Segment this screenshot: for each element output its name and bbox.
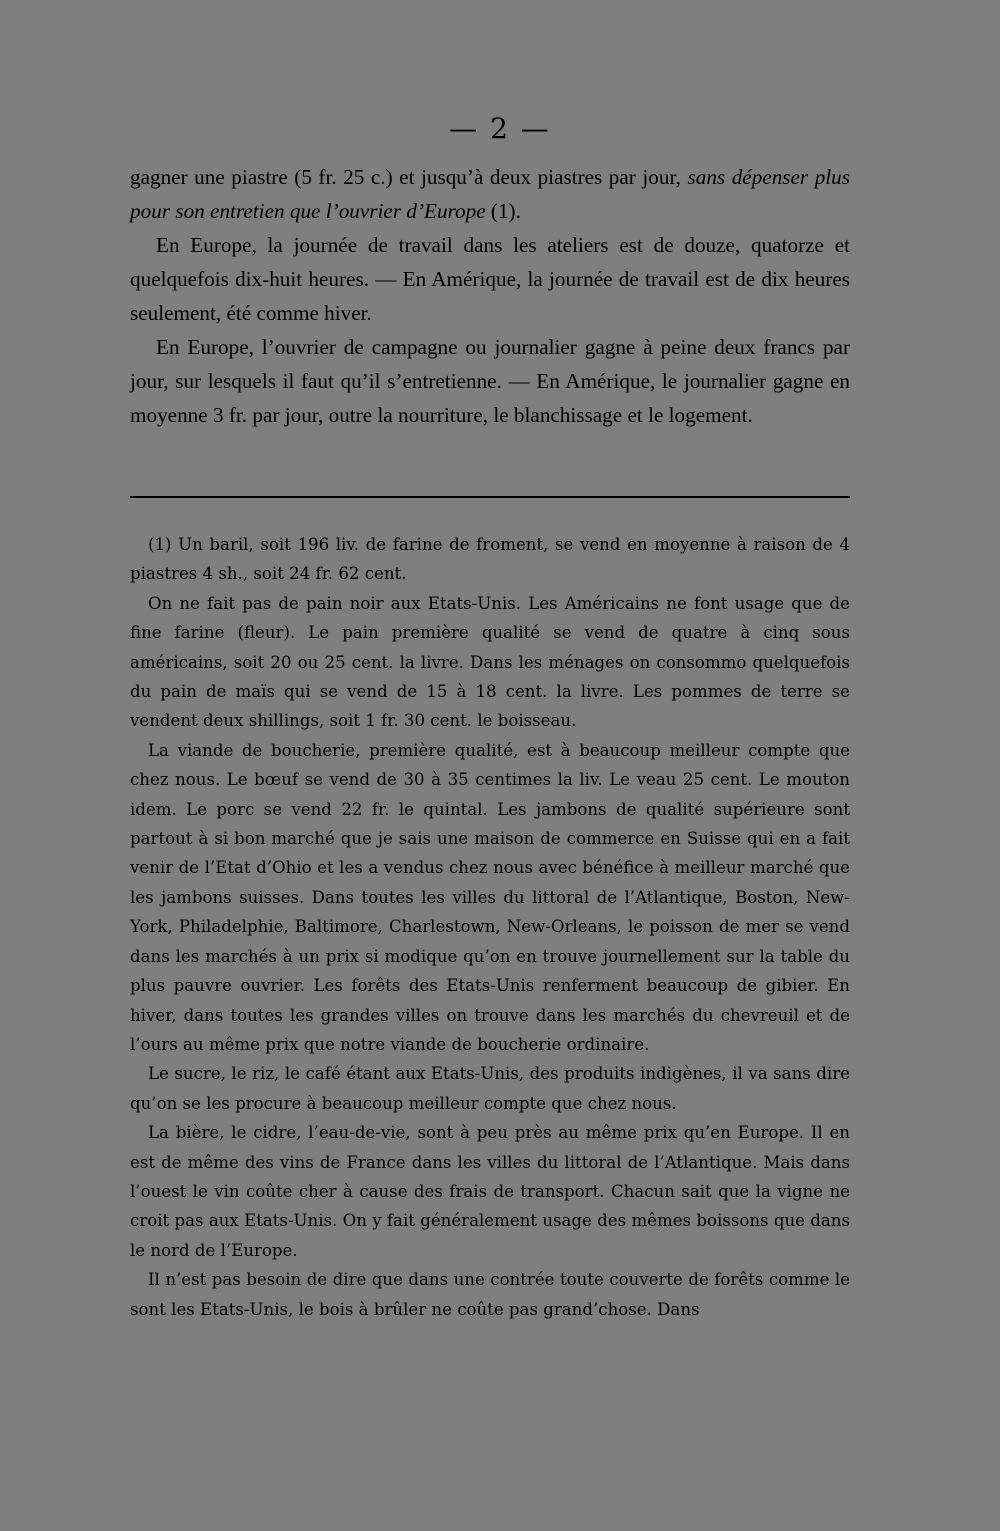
footnote-paragraph-drinks: La bière, le cidre, l’eau-de-vie, sont à peu près au même prix qu’en Europe. Il en est de même des vins de France dans les villes du littoral de l’Atlantique. Mais dans l’ouest le vin coûte cher à cause des frais de transport. Chacun sait que la vigne ne croit pas aux Etats-Unis. On y fait généralement usage des mêmes boissons que dans le nord de l’Europe. — [130, 1123, 850, 1260]
paragraph-1 — [130, 160, 850, 228]
footnote-paragraph-meat: La viande de boucherie, première qualité, est à beaucoup meilleur compte que chez nous. Le bœuf se vend de 30 à 35 centimes la liv. Le veau 25 cent. Le mouton idem. Le porc se vend 22 fr. le quintal. Les jambons de qualité supérieure sont partout à si bon marché que je sais une maison de commerce en Suisse qui en a fait venir de l’Etat d’Ohio et les a vendus chez nous avec bénéfice à meilleur marché que les jambons suisses. Dans toutes les villes du littoral de l’Atlantique, Boston, New-York, Philadelphie, Baltimore, Charlestown, New-Orleans, le poisson de mer se vend dans les marchés à un prix si modique qu’on en trouve journellement sur la table du plus pauvre ouvrier. Les forêts des Etats-Unis renferment beaucoup de gibier. En hiver, dans toutes les grandes villes on trouve dans les marchés du chevreuil et de l’ours au même prix que notre viande de boucherie ordinaire. — [130, 740, 850, 1054]
page-number: — 2 — — [449, 112, 551, 145]
paragraph-1-text: gagner une piastre (5 fr. 25 c.) et jusqu’à deux piastres par jour, — [130, 165, 681, 189]
footnote-1 — [130, 530, 850, 589]
footnote-paragraph-sugar: Le sucre, le riz, le café étant aux Etats-Unis, des produits indigènes, il va sans dire qu’on se les procure à beaucoup meilleur compte que chez nous. — [130, 1064, 850, 1113]
paragraph-2: En Europe, la journée de travail dans les ateliers est de douze, quatorze et quelquefois dix-huit heures. — En Amérique, la journée de travail est de dix heures seulement, été comme hiver. — [130, 233, 850, 325]
paragraph-3: En Europe, l’ouvrier de campagne ou journalier gagne à peine deux francs par jour, sur lesquels il faut qu’il s’entretienne. — En Amérique, le journalier gagne en moyenne 3 fr. par jour, outre la nourriture, le blanchissage et le logement. — [130, 335, 850, 427]
footnote-paragraph-bread: On ne fait pas de pain noir aux Etats-Unis. Les Américains ne font usage que de fine farine (fleur). Le pain première qualité se vend de quatre à cinq sous américains, soit 20 ou 25 cent. la livre. Dans les ménages on consommo quelquefois du pain de maïs qui se vend de 15 à 18 cent. la livre. Les pommes de terre se vendent deux shillings, soit 1 fr. 30 cent. le boisseau. — [130, 593, 850, 731]
footnote-reference: (1). — [490, 199, 521, 223]
footnote-divider — [130, 496, 850, 498]
footnote-paragraph-wood: Il n’est pas besoin de dire que dans une contrée toute couverte de forêts comme le sont les Etats-Unis, le bois à brûler ne coûte pas grand’chose. Dans — [130, 1270, 850, 1319]
footnotes — [130, 530, 850, 1324]
footnote-marker: (1) — [148, 535, 172, 554]
paragraph-1-italic: sans dépenser plus pour son entretien que l’ouvrier d’Europe — [130, 165, 851, 223]
footnote-1-text: Un baril, soit 196 liv. de farine de froment, se vend en moyenne à raison de 4 piastres 4 sh., soit 24 fr. 62 cent. — [130, 535, 850, 584]
main-text — [130, 160, 850, 432]
